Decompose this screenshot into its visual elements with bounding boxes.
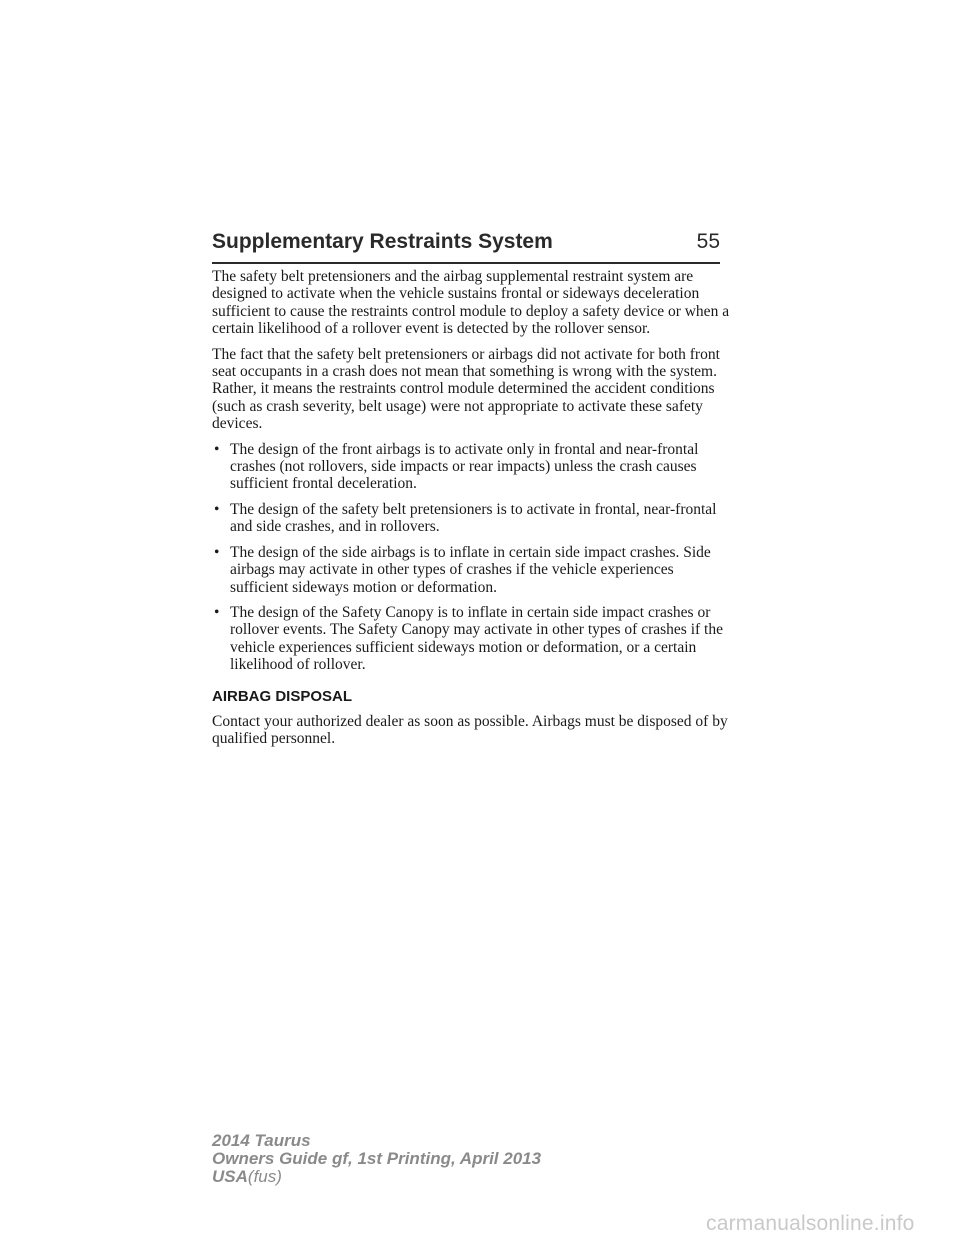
list-item bbox=[212, 544, 732, 596]
page-content bbox=[212, 268, 732, 756]
bullet-list bbox=[212, 441, 732, 674]
footer-market-code: (fus) bbox=[247, 1167, 282, 1186]
activation-paragraph: The fact that the safety belt pretensioners or airbags did not activate for both front seat occupants in a crash does not mean that something is wrong with the system. Rather, it means the restraints control module determined the accident conditions (such as crash severity, belt usage) were not appropriate to activate these safety devices. bbox=[212, 345, 720, 433]
bullet-text: The design of the safety belt pretensioners is to activate in frontal, near-frontal and side crashes, and in rollovers. bbox=[230, 500, 717, 536]
list-item bbox=[212, 441, 732, 493]
footer-model: 2014 Taurus bbox=[212, 1131, 311, 1150]
page-number: 55 bbox=[696, 230, 720, 253]
bullet-icon: • bbox=[214, 603, 220, 621]
section-body: Contact your authorized dealer as soon as possible. Airbags must be disposed of by qualified personnel. bbox=[212, 712, 728, 748]
page-footer bbox=[212, 1132, 541, 1186]
bullet-icon: • bbox=[214, 500, 220, 518]
footer-edition: Owners Guide gf, 1st Printing, April 2013 bbox=[212, 1149, 542, 1168]
chapter-title: Supplementary Restraints System bbox=[212, 230, 553, 253]
section-heading: AIRBAG DISPOSAL bbox=[212, 687, 353, 705]
watermark-link[interactable]: carmanualsonline.info bbox=[706, 1212, 915, 1235]
list-item bbox=[212, 604, 732, 674]
footer-market-name: USA bbox=[212, 1167, 248, 1186]
list-item bbox=[212, 501, 732, 536]
bullet-icon: • bbox=[214, 543, 220, 561]
footer-market bbox=[212, 1168, 541, 1186]
bullet-text: The design of the front airbags is to activate only in frontal and near-frontal crashes (not rollovers, side impacts or rear impacts) unless the crash causes sufficient frontal deceleration. bbox=[230, 440, 699, 493]
bullet-text: The design of the Safety Canopy is to inflate in certain side impact crashes or rollover events. The Safety Canopy may activate in other types of crashes if the vehicle experiences sufficient sideways motion or deformation, or a certain likelihood of rollover. bbox=[230, 603, 723, 674]
bullet-icon: • bbox=[214, 440, 220, 458]
intro-paragraph: The safety belt pretensioners and the airbag supplemental restraint system are designed to activate when the vehicle sustains frontal or sideways deceleration sufficient to cause the restraints control module to deploy a safety device or when a certain likelihood of a rollover event is detected by the rollover sensor. bbox=[212, 268, 730, 338]
page-header bbox=[212, 226, 720, 264]
bullet-text: The design of the side airbags is to inflate in certain side impact crashes. Side airbags may activate in other types of crashes if the vehicle experiences sufficient sideways motion or deformation. bbox=[230, 543, 711, 596]
